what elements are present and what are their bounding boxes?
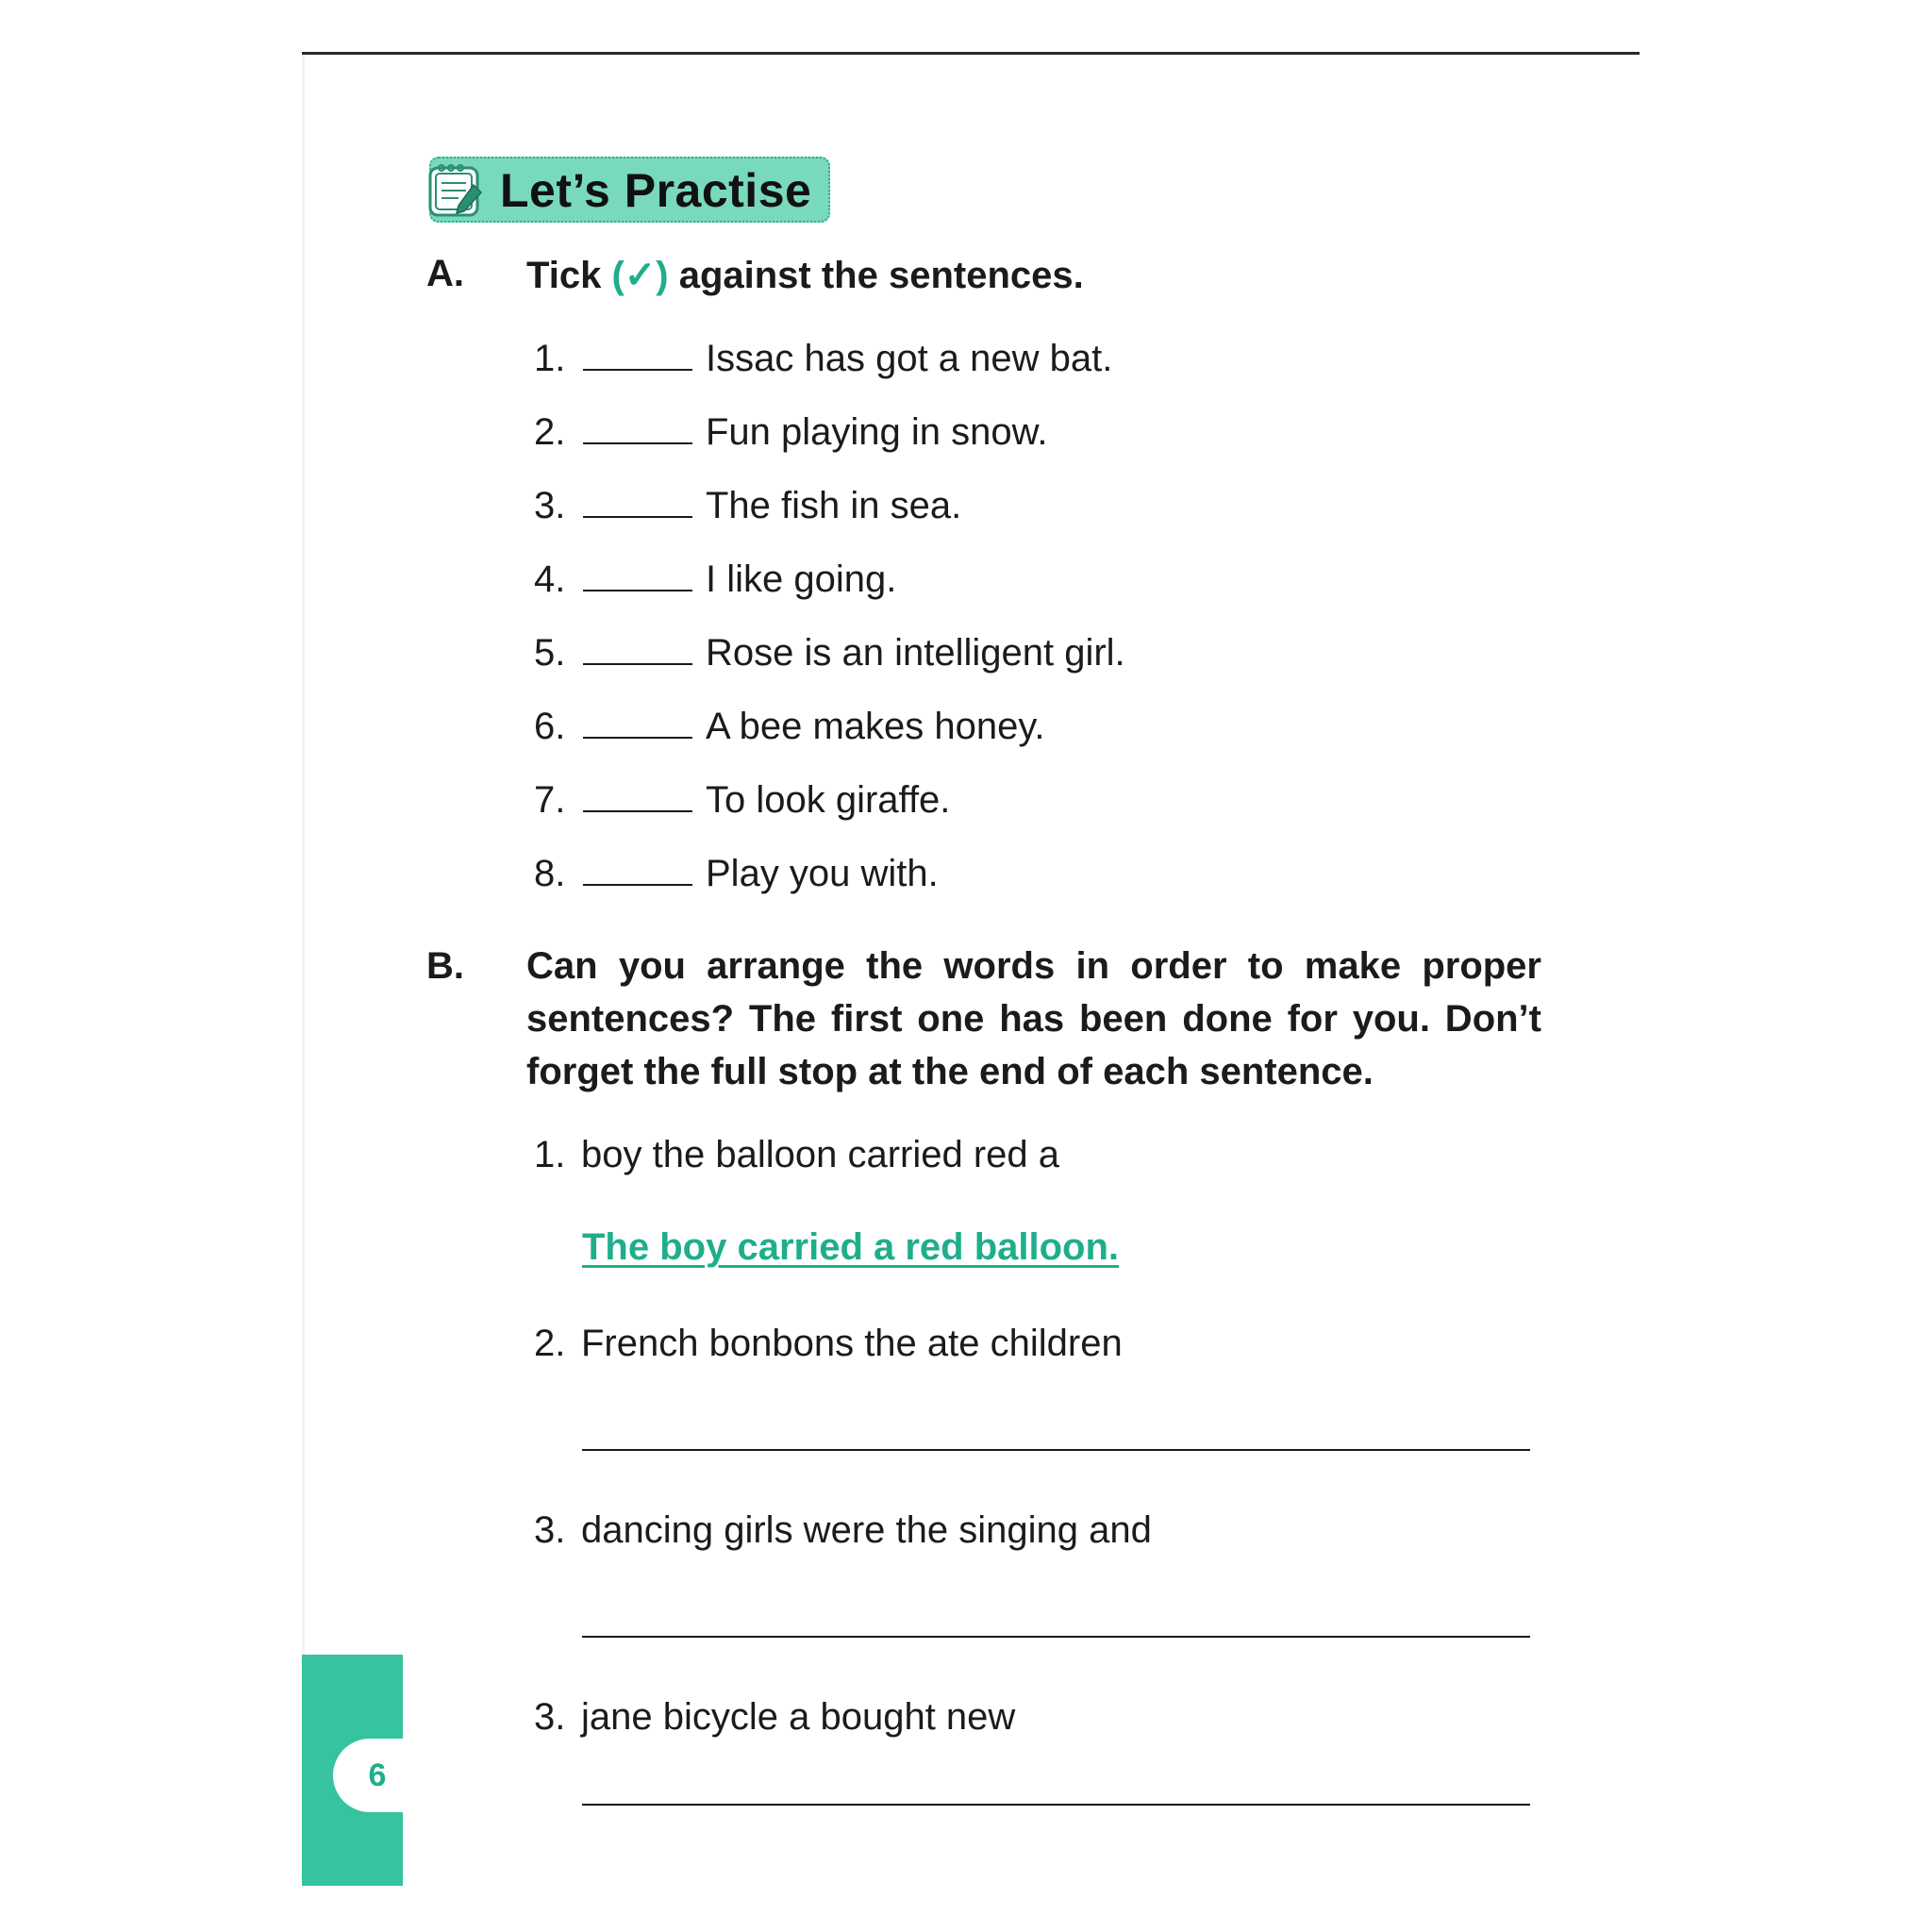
item-number: 2. <box>534 411 566 453</box>
example-answer: The boy carried a red balloon. <box>582 1226 1120 1268</box>
answer-line[interactable] <box>582 1449 1530 1451</box>
item-text: To look giraffe. <box>706 779 951 821</box>
tick-blank[interactable] <box>583 559 692 591</box>
item-number: 6. <box>534 706 566 747</box>
notepad-pencil-icon <box>426 160 489 221</box>
heading-a-post: against the sentences. <box>668 255 1084 296</box>
item-text: French bonbons the ate children <box>581 1323 1123 1364</box>
tick-blank[interactable] <box>583 707 692 739</box>
page-left-edge <box>302 55 305 1658</box>
list-item <box>534 630 1125 675</box>
tick-mark: (✓) <box>611 255 669 296</box>
item-number: 2. <box>534 1323 566 1364</box>
tick-blank[interactable] <box>583 854 692 886</box>
answer-line[interactable] <box>582 1636 1530 1638</box>
list-item <box>534 483 961 528</box>
item-number: 5. <box>534 632 566 674</box>
answer-line[interactable] <box>582 1804 1530 1806</box>
tick-blank[interactable] <box>583 486 692 518</box>
item-text: boy the balloon carried red a <box>581 1134 1059 1175</box>
tick-blank[interactable] <box>583 412 692 444</box>
item-number: 3. <box>534 1696 566 1738</box>
list-item <box>534 704 1045 749</box>
item-text: Fun playing in snow. <box>706 411 1048 453</box>
item-text: Play you with. <box>706 853 939 894</box>
tick-blank[interactable] <box>583 633 692 665</box>
tick-blank[interactable] <box>583 339 692 371</box>
top-rule <box>302 52 1640 55</box>
page-number: 6 <box>368 1757 387 1793</box>
list-item <box>534 409 1047 455</box>
section-a-letter: A. <box>426 253 464 294</box>
list-item <box>534 851 939 896</box>
item-number: 3. <box>534 485 566 526</box>
section-a-heading <box>526 249 1084 302</box>
item-number: 3. <box>534 1509 566 1551</box>
list-item <box>534 1321 1123 1366</box>
item-number: 1. <box>534 338 566 379</box>
list-item <box>534 1132 1059 1177</box>
list-item <box>534 336 1112 381</box>
heading-a-pre: Tick <box>526 255 612 296</box>
list-item <box>534 1507 1152 1553</box>
item-number: 7. <box>534 779 566 821</box>
item-text: jane bicycle a bought new <box>581 1696 1016 1738</box>
banner-title: Let’s Practise <box>500 164 812 217</box>
item-number: 4. <box>534 558 566 600</box>
item-text: Rose is an intelligent girl. <box>706 632 1125 674</box>
item-text: A bee makes honey. <box>706 706 1045 747</box>
item-text: Issac has got a new bat. <box>706 338 1113 379</box>
list-item <box>534 557 896 602</box>
list-item <box>534 777 950 823</box>
section-b-letter: B. <box>426 945 464 987</box>
item-number: 1. <box>534 1134 566 1175</box>
item-text: dancing girls were the singing and <box>581 1509 1152 1551</box>
item-number: 8. <box>534 853 566 894</box>
tick-blank[interactable] <box>583 780 692 812</box>
item-text: I like going. <box>706 558 897 600</box>
section-b-heading: Can you arrange the words in order to make proper sentences? The first one has been done for you. Don’t forget the full stop at the end of each sentence. <box>526 945 1541 1092</box>
list-item <box>534 1694 1015 1740</box>
item-text: The fish in sea. <box>706 485 962 526</box>
